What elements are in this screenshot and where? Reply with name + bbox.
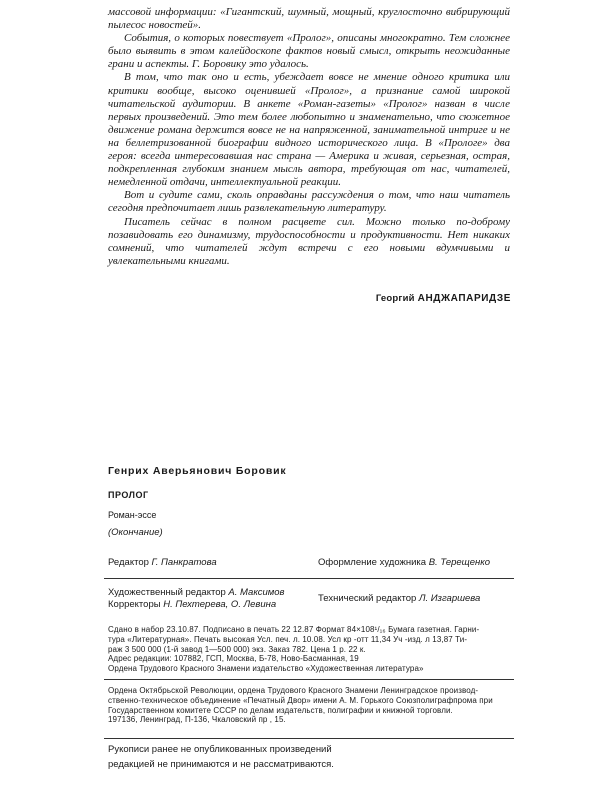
credit-tech-editor: Технический редактор Л. Изгаршева [318, 593, 481, 604]
signature-last-name: АНДЖАПАРИДЗЕ [417, 293, 511, 304]
credit-editor: Редактор Г. Панкратова [108, 557, 217, 568]
essay-paragraph: массовой информации: «Гигантский, шумный, мощный, круглосточно вибрирующий пылесос новостей». [108, 6, 510, 32]
colophon-part: (Окончание) [108, 527, 163, 538]
credit-proofreaders: Корректоры Н. Пехтерева, О. Левина [108, 599, 277, 610]
essay-paragraph: В том, что так оно и есть, убеждает вовсе не мнение одного критика или критики вообще, высоко оценившей «Пролог», а признание самой широкой читательской аудитории. В анкете «Роман-газеты» «Пролог» назван в числе первых произведений. Это тем более любопытно и знаменательно, что сюжетное движение романа держится вовсе не на напряженной, занимательной интриге и не на беллетризованной биографии видного исторического лица. В «Прологе» два героя: всегда интересовавшая нас страна — Америка и живая, серьезная, острая, подкрепленная глубоким знанием мысль автора, требующая от нас, читателей, немедленной отдачи, интеллектуальной реакции. [108, 71, 510, 189]
credit-design: Оформление художника В. Терещенко [318, 557, 491, 568]
credit-art-editor: Художественный редактор А. Максимов [108, 587, 285, 598]
print-info: Сдано в набор 23.10.87. Подписано в печать 22 12.87 Формат 84×108¹/₁₆ Бумага газетная. Гарни- тура «Литературная». Печать высокая Усл. печ. л. 10.08. Усл кр -отт 11,34 Уч -изд. л 13,87 Ти- раж 3 500 000 (1-й завод 1—500 000) экз. Заказ 782. Цена 1 р. 22 к. Адрес редакции: 107882, ГСП, Москва, Б-78, Ново-Басманная, 19 Ордена Трудового Красного Знамени издательство «Художественная литература» [108, 625, 480, 674]
divider [104, 578, 514, 579]
signature-first-name: Георгий [375, 293, 415, 304]
colophon-author: Генрих Аверьянович Боровик [108, 465, 287, 477]
colophon-subtitle: Роман-эссе [108, 510, 157, 520]
essay-signature [376, 293, 511, 304]
essay-text [108, 6, 510, 268]
divider [104, 679, 514, 680]
essay-paragraph: События, о которых повествует «Пролог», описаны многократно. Тем сложнее было выявить в этом калейдоскопе фактов новый смысл, открыть неожиданные грани и аспекты. Г. Боровику это удалось. [108, 32, 510, 71]
printer-info: Ордена Октябрьской Революции, ордена Трудового Красного Знамени Ленинградское производ- ственно-техническое объединение «Печатный Двор» имени А. М. Горького Союзполиграфпрома при Государственном комитете СССР по делам издательств, полиграфии и книжной торговли. 197136, Ленинград, П-136, Чкаловский пр , 15. [108, 686, 493, 725]
colophon-title: ПРОЛОГ [108, 490, 149, 500]
manuscripts-notice: Рукописи ранее не опубликованных произведений редакцией не принимаются и не рассматриваются. [108, 744, 334, 770]
essay-paragraph: Писатель сейчас в полном расцвете сил. Можно только по-доброму позавидовать его динамизму, трудоспособности и продуктивности. Нет никаких сомнений, что читателей ждут встречи с его новыми вдумчивыми и увлекательными книгами. [108, 215, 510, 267]
divider [104, 738, 514, 739]
essay-paragraph: Вот и судите сами, сколь оправданы рассуждения о том, что наш читатель сегодня предпочитает лишь развлекательную литературу. [108, 189, 510, 215]
